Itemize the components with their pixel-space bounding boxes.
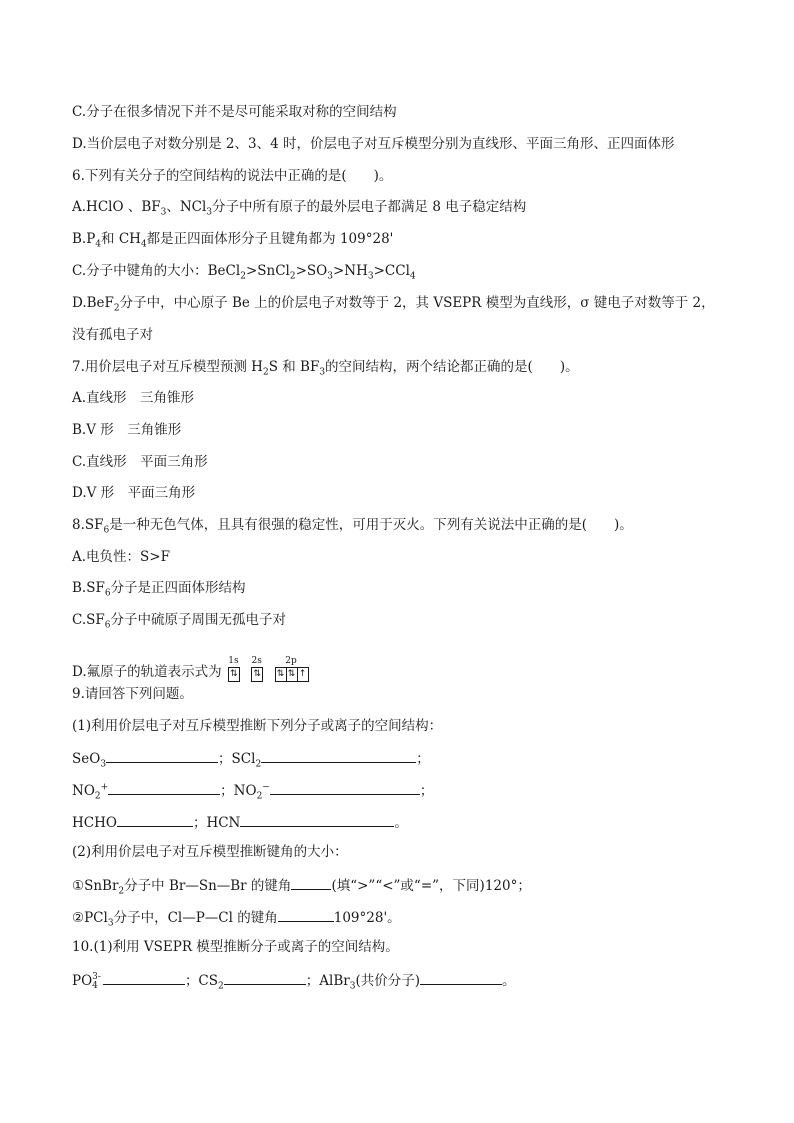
orbital-2s: 2s ⇅ [251,656,262,682]
option-7c: C.直线形 平面三角形 [72,454,208,470]
option-8a: A.电负性：S>F [72,549,170,565]
option-6d-continued: 没有孤电子对 [72,327,153,343]
orbital-2p: 2p ⇅ ⇅ ↑ [275,656,308,682]
question-9-part-1: (1)利用价层电子对互斥模型推断下列分子或离子的空间结构： [72,718,443,734]
question-7: 7.用价层电子对互斥模型预测 $H_2S$ 和 $BF_3$的空间结构，两个结论都正确的是( )。 [72,359,579,378]
answer-blank[interactable] [420,971,502,985]
orbital-box: ⇅ [228,667,240,682]
orbital-box: ⇅ [251,667,263,682]
answer-blank[interactable] [291,876,331,890]
option-8b: $B.SF_6$分子是正四面体形结构 [72,580,246,599]
option-6b: $B.P_4$和 $CH_4$都是正四面体形分子且键角都为 109°28' [72,231,394,250]
orbital-1s: 1s ⇅ [228,656,239,682]
answer-row-snbr2: ①SnBr$_2$分子中 Br—Sn—Br 的键角 (填“>”“<”或“=”，下同)120°； [72,878,531,897]
orbital-box: ⇅ [286,667,298,682]
answer-blank[interactable] [278,908,334,922]
question-6: 6.下列有关分子的空间结构的说法中正确的是( )。 [72,168,393,184]
option-8c: $C.SF_6$分子中硫原子周围无孤电子对 [72,612,286,631]
option-7b: B.V 形 三角锥形 [72,422,182,438]
answer-blank[interactable] [106,749,218,763]
option-6a: A.HClO 、$BF_3$、NCl$_3$分子中所有原子的最外层电子都满足 8 电子稳定结构 [72,199,527,218]
answer-row-seo3-scl2: SeO$_3$ ；SCl$_2$ ； [72,751,430,770]
option-8d: D.氟原子的轨道表示式为 1s ⇅ 2s ⇅ 2p ⇅ ⇅ ↑ [72,654,314,680]
option-6c: C.分子中键角的大小：$BeCl_2>SnCl_2>SO_3>NH_3>CCl_4$ [72,263,416,282]
answer-blank[interactable] [108,781,220,795]
answer-blank[interactable] [224,971,306,985]
answer-row-pcl3: ②PCl$_3$分子中，Cl—P—Cl 的键角 109°28'。 [72,910,401,929]
answer-row-no2: $NO_2^+$ ；$NO_2^-$ ； [72,782,434,802]
orbital-box: ↑ [297,667,309,682]
question-10: 10.(1)利用 VSEPR 模型推断分子或离子的空间结构。 [72,939,399,955]
answer-blank[interactable] [270,781,420,795]
option-7d: D.V 形 平面三角形 [72,485,196,501]
question-8: $8.SF_6$是一种无色气体，且具有很强的稳定性，可用于灭火。下列有关说法中正确的是( )。 [72,517,633,536]
answer-blank[interactable] [117,813,193,827]
option-7a: A.直线形 三角锥形 [72,390,195,406]
answer-blank[interactable] [103,971,185,985]
question-9-part-2: (2)利用价层电子对互斥模型推断键角的大小： [72,844,348,860]
answer-blank[interactable] [261,749,416,763]
orbital-box: ⇅ [275,667,287,682]
option-5c: C.分子在很多情况下并不是尽可能采取对称的空间结构 [72,104,397,120]
answer-blank[interactable] [240,813,394,827]
option-5d: D.当价层电子对数分别是 2、3、4 时，价层电子对互斥模型分别为直线形、平面三角形、正四面体形 [72,136,675,152]
question-9: 9.请回答下列问题。 [72,686,193,702]
answer-row-hcho-hcn: HCHO ；HCN 。 [72,815,408,831]
option-6d: D.BeF$_2$分子中，中心原子 Be 上的价层电子对数等于 2，其 VSEPR 模型为直线形，σ 键电子对数等于 2， [72,295,715,314]
answer-row-po4-cs2-albr3: PO 3- 4 ；$CS_2$ ；AlBr$_3$(共价分子) 。 [72,971,516,992]
